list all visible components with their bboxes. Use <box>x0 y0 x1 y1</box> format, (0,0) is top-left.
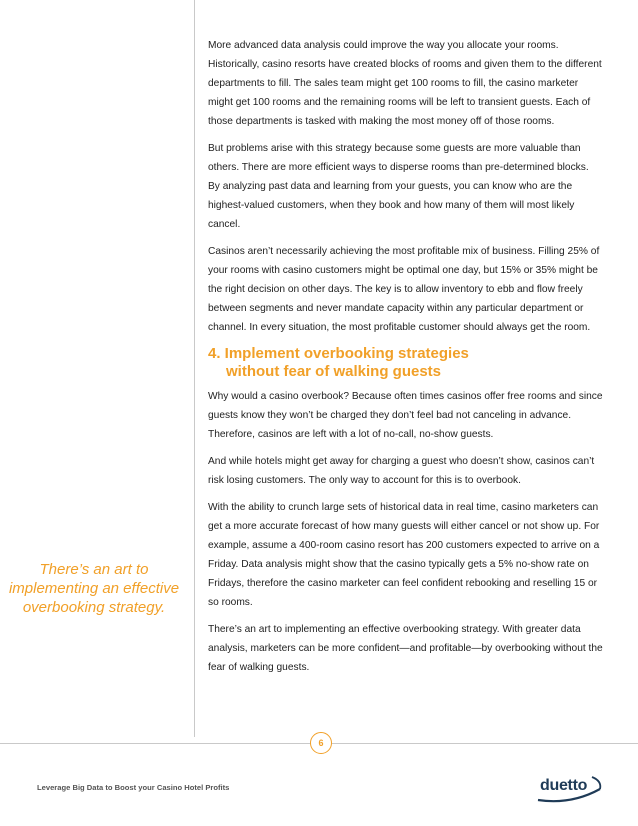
column-divider <box>194 0 195 737</box>
paragraph: Why would a casino overbook? Because often times casinos offer free rooms and since guests know they won’t be charged they don’t feel bad not canceling in advance. Therefore, casinos are left with a lot of no-call, no-show guests. <box>208 391 603 440</box>
section-heading-line1: 4. Implement overbooking strategies <box>208 345 469 362</box>
paragraph: More advanced data analysis could improve the way you allocate your rooms. Historically, casino resorts have created blocks of rooms and given them to the different departments to fill. The sales team might get 100 rooms to fill, the casino marketer might get 100 rooms and the remaining rooms will be left to transient guests. Each of those departments is tasked with making the most money off of those rooms. <box>208 40 602 127</box>
footer-document-title: Leverage Big Data to Boost your Casino Hotel Profits <box>37 783 230 792</box>
duetto-logo <box>536 771 606 805</box>
logo-wordmark: duetto <box>540 777 588 794</box>
page-number: 6 <box>310 732 332 754</box>
section-heading-line2: without fear of walking guests <box>226 363 442 380</box>
paragraph: Casinos aren’t necessarily achieving the most profitable mix of business. Filling 25% of your rooms with casino customers might be optimal one day, but 15% or 35% might be the right decision on other days. The key is to allow inventory to ebb and flow freely between segments and never mandate capacity within any particular department or channel. In every situation, the most profitable customer should always get the room. <box>208 246 600 333</box>
main-column <box>208 36 603 685</box>
paragraph: But problems arise with this strategy because some guests are more valuable than others. There are more efficient ways to disperse rooms than pre-determined blocks. By analyzing past data and learning from your guests, you can know who are the highest-valued customers, when they book and how many of them will most likely cancel. <box>208 143 589 230</box>
section-heading <box>208 345 603 381</box>
pull-quote: There’s an art to implementing an effective overbooking strategy. <box>8 561 180 616</box>
paragraph: With the ability to crunch large sets of historical data in real time, casino marketers can get a more accurate forecast of how many guests will either cancel or not show up. For example, assume a 400-room casino resort has 200 customers expected to arrive on a Friday. Data analysis might show that the casino typically gets a 5% no-show rate on Fridays, therefore the casino marketer can feel confident rebooking and reselling 15 or so rooms. <box>208 502 600 608</box>
paragraph: There’s an art to implementing an effective overbooking strategy. With greater data analysis, marketers can be more confident—and profitable—by overbooking without the fear of walking guests. <box>208 624 603 673</box>
paragraph: And while hotels might get away for charging a guest who doesn’t show, casinos can’t risk losing customers. The only way to account for this is to overbook. <box>208 456 595 486</box>
